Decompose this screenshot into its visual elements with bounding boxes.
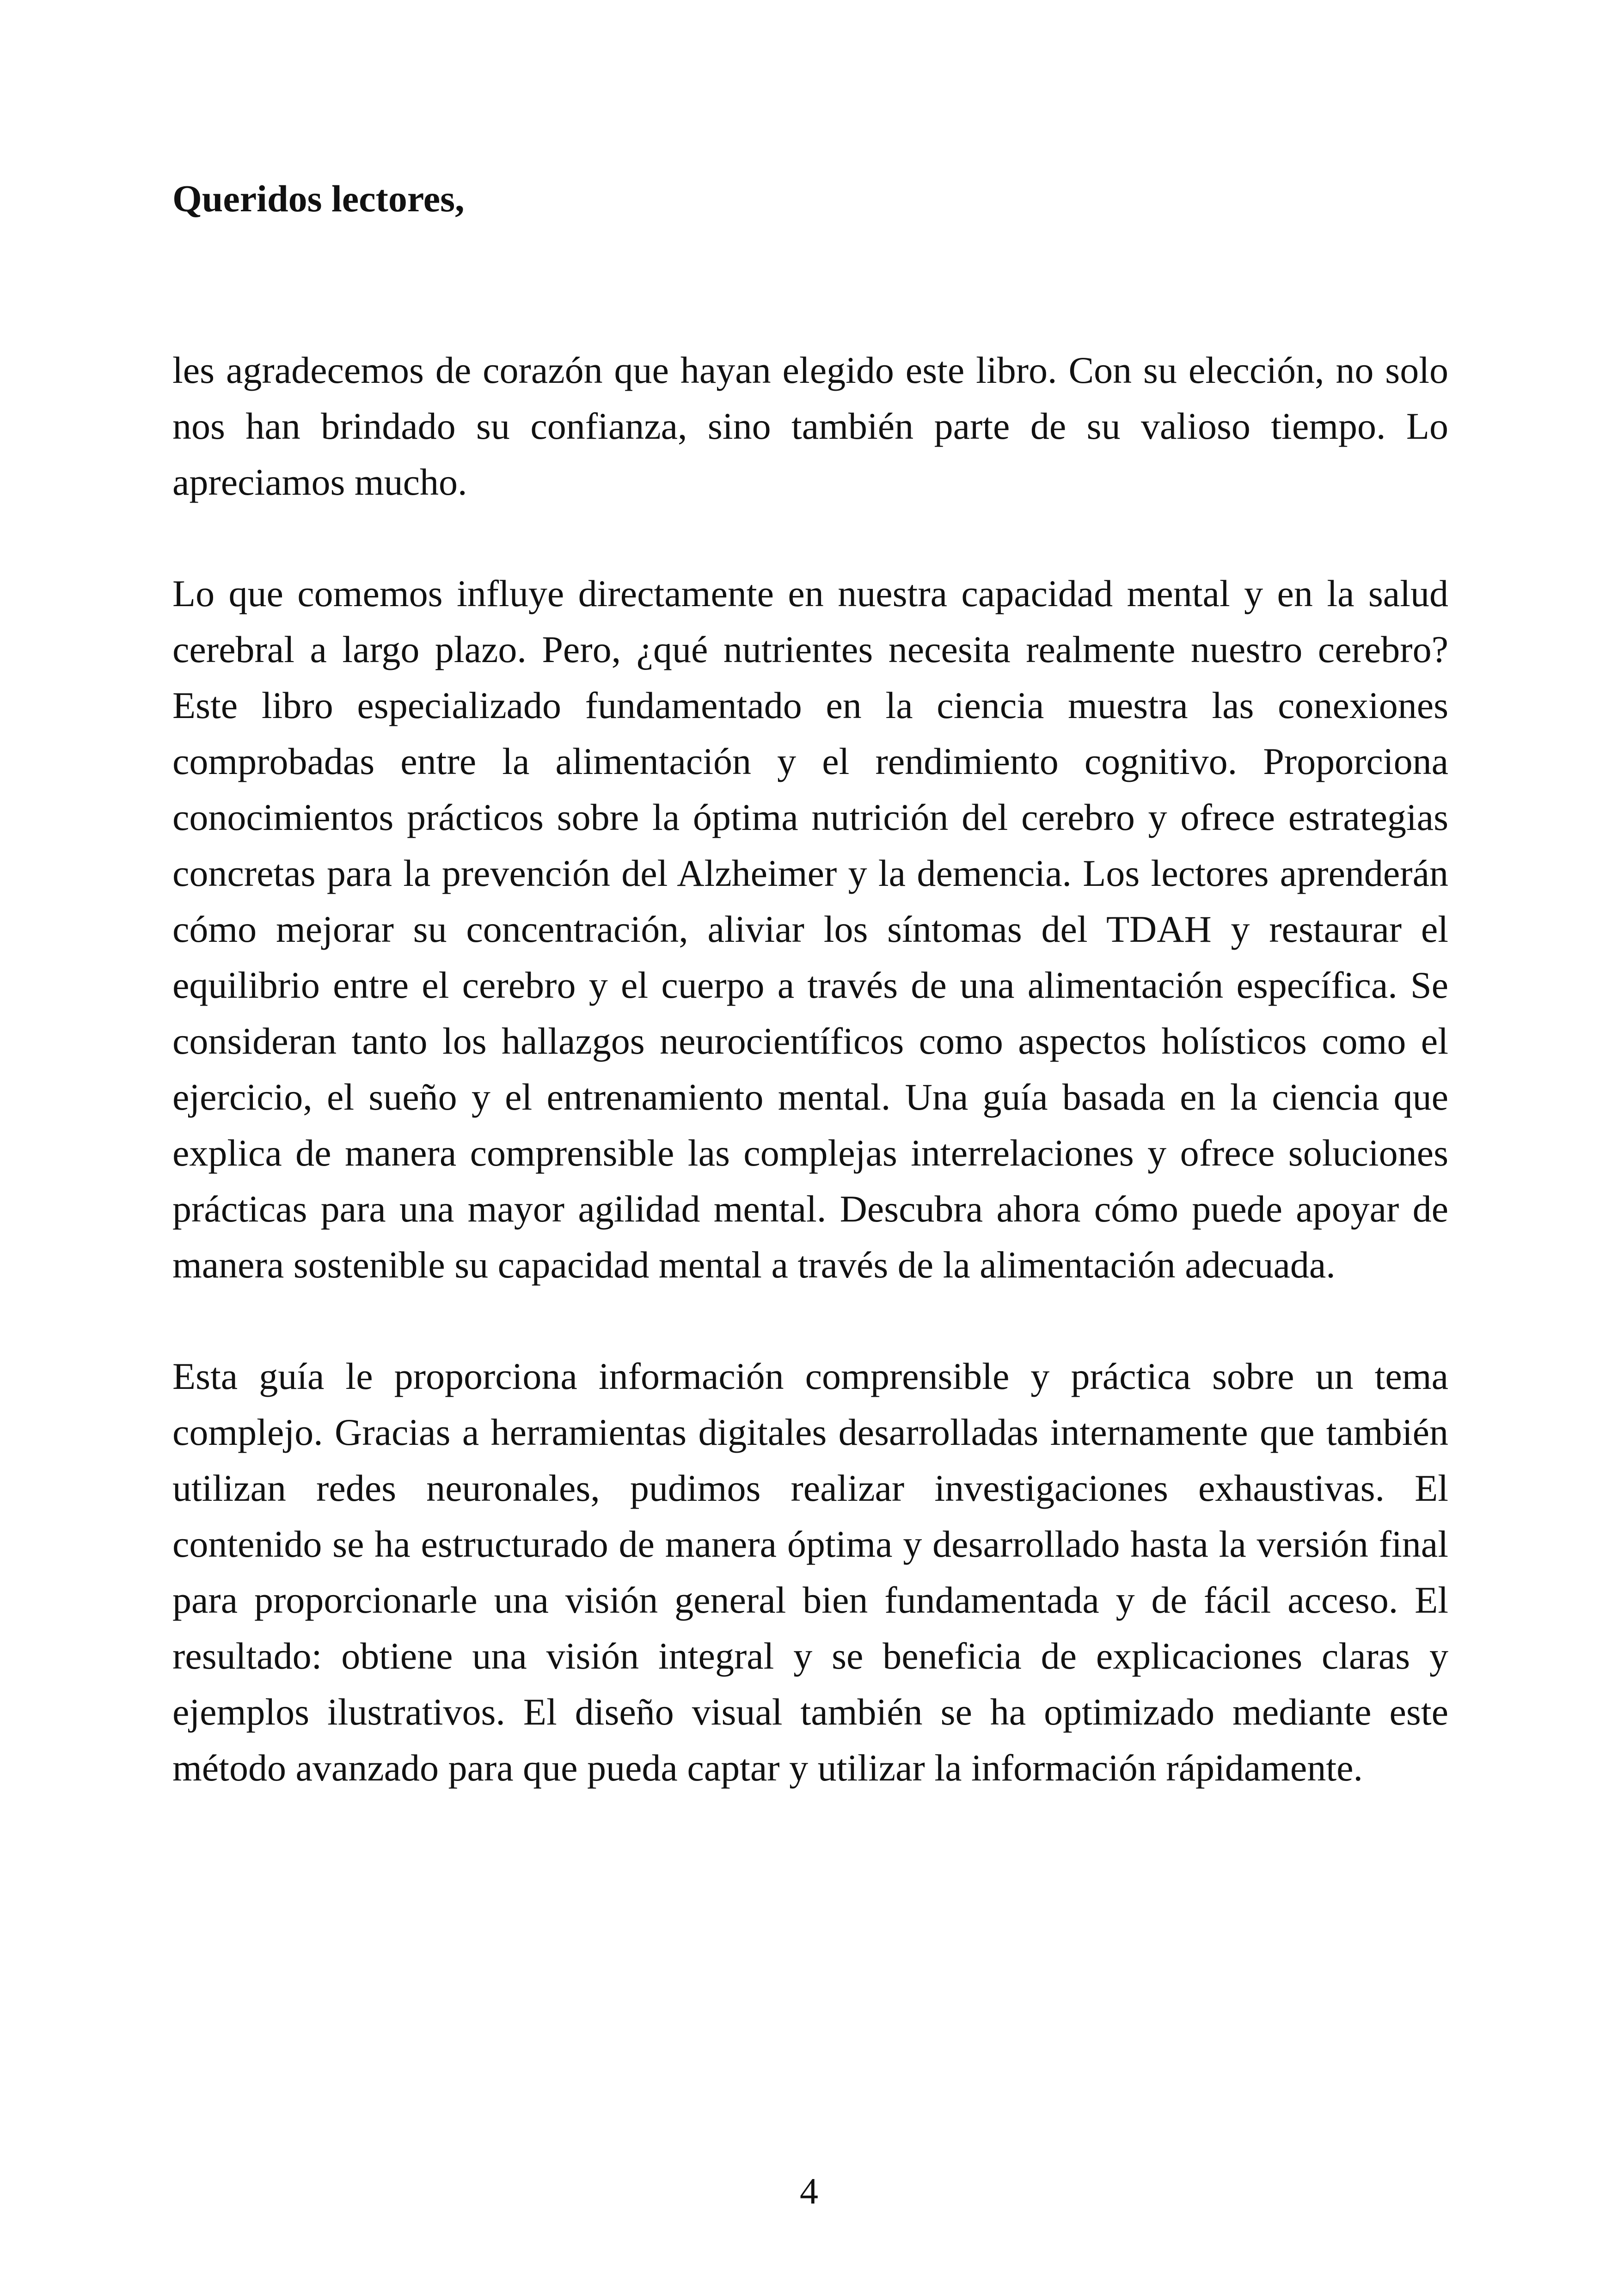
greeting-heading: Queridos lectores, <box>172 178 465 220</box>
page-number: 4 <box>800 2171 818 2212</box>
paragraph-thanks: les agradecemos de corazón que hayan elegido este libro. Con su elección, no solo nos han brindado su confianza, sino también parte de su valioso tiempo. Lo apreciamos mucho. <box>172 349 1448 503</box>
page-content <box>172 171 1448 1796</box>
paragraph-method: Esta guía le proporciona información comprensible y práctica sobre un tema complejo. Gracias a herramientas digitales desarrolladas internamente que también utilizan redes neuronales, pudimos realizar investigaciones exhaustivas. El contenido se ha estructurado de manera óptima y desarrollado hasta la versión final para proporcionarle una visión general bien fundamentada y de fácil acceso. El resultado: obtiene una visión integral y se beneficia de explicaciones claras y ejemplos ilustrativos. El diseño visual también se ha optimizado mediante este método avanzado para que pueda captar y utilizar la información rápidamente. <box>172 1355 1448 1789</box>
paragraph-book-summary: Lo que comemos influye directamente en nuestra capacidad mental y en la salud cerebral a largo plazo. Pero, ¿qué nutrientes necesita realmente nuestro cerebro? Este libro especializado fundamentado en la ciencia muestra las conexiones comprobadas entre la alimentación y el rendimiento cognitivo. Proporciona conocimientos prácticos sobre la óptima nutrición del cerebro y ofrece estrategias concretas para la prevención del Alzheimer y la demencia. Los lectores aprenderán cómo mejorar su concentración, aliviar los síntomas del TDAH y restaurar el equilibrio entre el cerebro y el cuerpo a través de una alimentación específica. Se consideran tanto los hallazgos neurocientíficos como aspectos holísticos como el ejercicio, el sueño y el entrenamiento mental. Una guía basada en la ciencia que explica de manera comprensible las complejas interrelaciones y ofrece soluciones prácticas para una mayor agilidad mental. Descubra ahora cómo puede apoyar de manera sostenible su capacidad mental a través de la alimentación adecuada. <box>172 572 1448 1286</box>
